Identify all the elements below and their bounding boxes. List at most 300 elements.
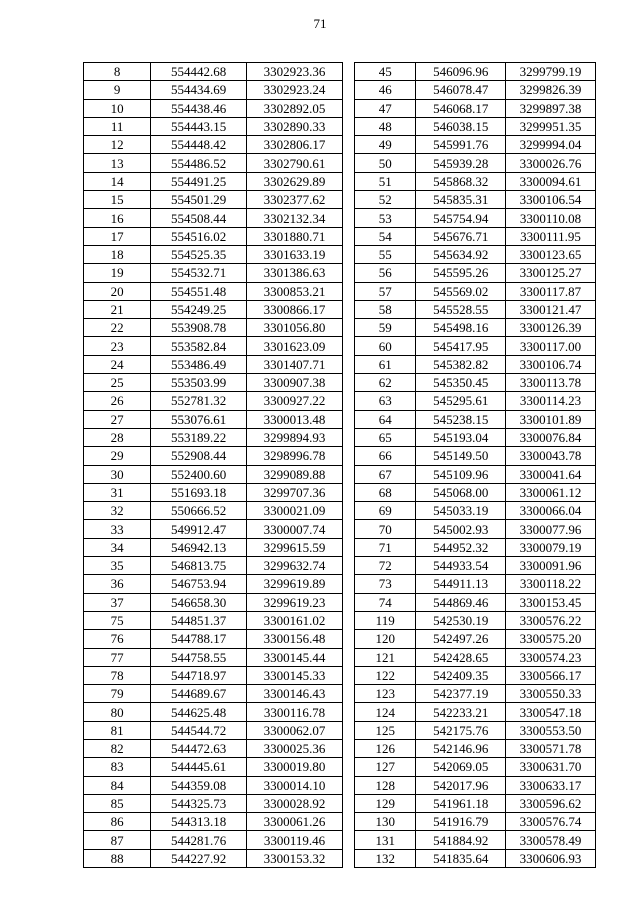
x-coordinate-cell: 544851.37 [151,611,247,629]
y-coordinate-cell: 3300021.09 [247,502,343,520]
x-coordinate-cell: 553076.61 [151,410,247,428]
table-row [84,392,343,410]
point-number-cell: 49 [355,136,416,154]
x-coordinate-cell: 552908.44 [151,447,247,465]
y-coordinate-cell: 3300121.47 [506,300,596,318]
table-row [355,117,596,135]
table-row [355,557,596,575]
point-number-cell: 63 [355,392,416,410]
table-row [84,264,343,282]
point-number-cell: 62 [355,374,416,392]
point-number-cell: 120 [355,630,416,648]
table-row [355,813,596,831]
x-coordinate-cell: 542530.19 [416,611,506,629]
y-coordinate-cell: 3300126.39 [506,319,596,337]
y-coordinate-cell: 3298996.78 [247,447,343,465]
y-coordinate-cell: 3300118.22 [506,575,596,593]
table-row [84,282,343,300]
table-row [84,630,343,648]
point-number-cell: 52 [355,191,416,209]
point-number-cell: 13 [84,154,151,172]
x-coordinate-cell: 545835.31 [416,191,506,209]
table-row [355,575,596,593]
y-coordinate-cell: 3300025.36 [247,739,343,757]
y-coordinate-cell: 3300061.12 [506,483,596,501]
x-coordinate-cell: 550666.52 [151,502,247,520]
point-number-cell: 72 [355,557,416,575]
table-row [355,685,596,703]
point-number-cell: 130 [355,813,416,831]
point-number-cell: 86 [84,813,151,831]
x-coordinate-cell: 541835.64 [416,849,506,867]
y-coordinate-cell: 3302923.24 [247,81,343,99]
x-coordinate-cell: 542146.96 [416,739,506,757]
point-number-cell: 25 [84,374,151,392]
y-coordinate-cell: 3301407.71 [247,355,343,373]
point-number-cell: 12 [84,136,151,154]
y-coordinate-cell: 3301633.19 [247,245,343,263]
x-coordinate-cell: 546942.13 [151,538,247,556]
table-row [355,538,596,556]
table-row [84,666,343,684]
table-row [355,666,596,684]
point-number-cell: 131 [355,831,416,849]
y-coordinate-cell: 3300156.48 [247,630,343,648]
point-number-cell: 84 [84,776,151,794]
x-coordinate-cell: 544625.48 [151,703,247,721]
y-coordinate-cell: 3300576.22 [506,611,596,629]
point-number-cell: 19 [84,264,151,282]
y-coordinate-cell: 3300153.32 [247,849,343,867]
x-coordinate-cell: 545939.28 [416,154,506,172]
x-coordinate-cell: 545149.50 [416,447,506,465]
x-coordinate-cell: 545528.55 [416,300,506,318]
y-coordinate-cell: 3300606.93 [506,849,596,867]
x-coordinate-cell: 541961.18 [416,794,506,812]
point-number-cell: 79 [84,685,151,703]
x-coordinate-cell: 544359.08 [151,776,247,794]
y-coordinate-cell: 3300114.23 [506,392,596,410]
point-number-cell: 33 [84,520,151,538]
y-coordinate-cell: 3300116.78 [247,703,343,721]
y-coordinate-cell: 3300631.70 [506,758,596,776]
point-number-cell: 46 [355,81,416,99]
point-number-cell: 36 [84,575,151,593]
table-row [355,282,596,300]
x-coordinate-cell: 544758.55 [151,648,247,666]
y-coordinate-cell: 3300028.92 [247,794,343,812]
point-number-cell: 76 [84,630,151,648]
table-row [355,849,596,867]
point-number-cell: 128 [355,776,416,794]
x-coordinate-cell: 545634.92 [416,245,506,263]
point-number-cell: 122 [355,666,416,684]
x-coordinate-cell: 545498.16 [416,319,506,337]
x-coordinate-cell: 544445.61 [151,758,247,776]
table-row [355,739,596,757]
x-coordinate-cell: 554249.25 [151,300,247,318]
y-coordinate-cell: 3299897.38 [506,99,596,117]
y-coordinate-cell: 3300566.17 [506,666,596,684]
point-number-cell: 123 [355,685,416,703]
y-coordinate-cell: 3300061.26 [247,813,343,831]
table-row [84,703,343,721]
y-coordinate-cell: 3302377.62 [247,191,343,209]
x-coordinate-cell: 545991.76 [416,136,506,154]
table-row [355,831,596,849]
y-coordinate-cell: 3300633.17 [506,776,596,794]
y-coordinate-cell: 3300550.33 [506,685,596,703]
point-number-cell: 124 [355,703,416,721]
table-row [355,502,596,520]
x-coordinate-cell: 542175.76 [416,721,506,739]
point-number-cell: 16 [84,209,151,227]
y-coordinate-cell: 3301056.80 [247,319,343,337]
x-coordinate-cell: 545569.02 [416,282,506,300]
y-coordinate-cell: 3302629.89 [247,172,343,190]
x-coordinate-cell: 542377.19 [416,685,506,703]
x-coordinate-cell: 545109.96 [416,465,506,483]
x-coordinate-cell: 545193.04 [416,428,506,446]
y-coordinate-cell: 3299619.23 [247,593,343,611]
y-coordinate-cell: 3300927.22 [247,392,343,410]
x-coordinate-cell: 553503.99 [151,374,247,392]
y-coordinate-cell: 3302132.34 [247,209,343,227]
x-coordinate-cell: 546658.30 [151,593,247,611]
x-coordinate-cell: 554491.25 [151,172,247,190]
table-row [84,557,343,575]
x-coordinate-cell: 546038.15 [416,117,506,135]
y-coordinate-cell: 3299894.93 [247,428,343,446]
table-row [355,191,596,209]
x-coordinate-cell: 544933.54 [416,557,506,575]
table-row [84,685,343,703]
point-number-cell: 85 [84,794,151,812]
y-coordinate-cell: 3300013.48 [247,410,343,428]
point-number-cell: 45 [355,63,416,81]
y-coordinate-cell: 3301623.09 [247,337,343,355]
x-coordinate-cell: 545382.82 [416,355,506,373]
table-row [355,319,596,337]
y-coordinate-cell: 3300578.49 [506,831,596,849]
x-coordinate-cell: 545417.95 [416,337,506,355]
x-coordinate-cell: 541884.92 [416,831,506,849]
x-coordinate-cell: 545238.15 [416,410,506,428]
point-number-cell: 82 [84,739,151,757]
point-number-cell: 64 [355,410,416,428]
point-number-cell: 71 [355,538,416,556]
table-row [84,648,343,666]
point-number-cell: 9 [84,81,151,99]
y-coordinate-cell: 3299615.59 [247,538,343,556]
x-coordinate-cell: 544911.13 [416,575,506,593]
table-row [84,337,343,355]
point-number-cell: 75 [84,611,151,629]
y-coordinate-cell: 3302923.36 [247,63,343,81]
y-coordinate-cell: 3300111.95 [506,227,596,245]
table-row [84,721,343,739]
point-number-cell: 69 [355,502,416,520]
x-coordinate-cell: 542409.35 [416,666,506,684]
table-row [84,428,343,446]
table-row [355,410,596,428]
table-row [84,209,343,227]
point-number-cell: 28 [84,428,151,446]
table-row [84,136,343,154]
y-coordinate-cell: 3300117.87 [506,282,596,300]
y-coordinate-cell: 3300574.23 [506,648,596,666]
table-row [355,703,596,721]
table-row [355,374,596,392]
y-coordinate-cell: 3300146.43 [247,685,343,703]
table-row [355,209,596,227]
point-number-cell: 119 [355,611,416,629]
x-coordinate-cell: 546078.47 [416,81,506,99]
x-coordinate-cell: 544788.17 [151,630,247,648]
point-number-cell: 26 [84,392,151,410]
point-number-cell: 59 [355,319,416,337]
y-coordinate-cell: 3300576.74 [506,813,596,831]
x-coordinate-cell: 554551.48 [151,282,247,300]
y-coordinate-cell: 3300125.27 [506,264,596,282]
y-coordinate-cell: 3300014.10 [247,776,343,794]
y-coordinate-cell: 3299707.36 [247,483,343,501]
y-coordinate-cell: 3300007.74 [247,520,343,538]
table-row [355,758,596,776]
table-row [84,575,343,593]
x-coordinate-cell: 544472.63 [151,739,247,757]
x-coordinate-cell: 546096.96 [416,63,506,81]
table-row [84,776,343,794]
y-coordinate-cell: 3299619.89 [247,575,343,593]
x-coordinate-cell: 545595.26 [416,264,506,282]
table-row [355,648,596,666]
point-number-cell: 56 [355,264,416,282]
point-number-cell: 37 [84,593,151,611]
x-coordinate-cell: 545350.45 [416,374,506,392]
table-row [355,483,596,501]
x-coordinate-cell: 545754.94 [416,209,506,227]
x-coordinate-cell: 546813.75 [151,557,247,575]
y-coordinate-cell: 3300077.96 [506,520,596,538]
y-coordinate-cell: 3301386.63 [247,264,343,282]
y-coordinate-cell: 3299994.04 [506,136,596,154]
y-coordinate-cell: 3299826.39 [506,81,596,99]
point-number-cell: 83 [84,758,151,776]
table-row [84,117,343,135]
point-number-cell: 121 [355,648,416,666]
point-number-cell: 11 [84,117,151,135]
table-row [84,319,343,337]
table-row [84,374,343,392]
table-row [84,172,343,190]
point-number-cell: 70 [355,520,416,538]
table-row [84,191,343,209]
x-coordinate-cell: 544325.73 [151,794,247,812]
y-coordinate-cell: 3300066.04 [506,502,596,520]
y-coordinate-cell: 3302890.33 [247,117,343,135]
table-row [84,465,343,483]
point-number-cell: 61 [355,355,416,373]
table-row [355,392,596,410]
y-coordinate-cell: 3300866.17 [247,300,343,318]
point-number-cell: 80 [84,703,151,721]
table-row [84,483,343,501]
table-row [84,154,343,172]
y-coordinate-cell: 3300101.89 [506,410,596,428]
x-coordinate-cell: 553908.78 [151,319,247,337]
x-coordinate-cell: 553189.22 [151,428,247,446]
table-row [355,611,596,629]
table-row [355,630,596,648]
point-number-cell: 129 [355,794,416,812]
table-row [355,99,596,117]
point-number-cell: 48 [355,117,416,135]
x-coordinate-cell: 554486.52 [151,154,247,172]
y-coordinate-cell: 3300145.44 [247,648,343,666]
point-number-cell: 8 [84,63,151,81]
y-coordinate-cell: 3300076.84 [506,428,596,446]
y-coordinate-cell: 3300043.78 [506,447,596,465]
point-number-cell: 29 [84,447,151,465]
table-row [84,520,343,538]
y-coordinate-cell: 3302806.17 [247,136,343,154]
table-row [84,447,343,465]
x-coordinate-cell: 544227.92 [151,849,247,867]
x-coordinate-cell: 544718.97 [151,666,247,684]
point-number-cell: 23 [84,337,151,355]
point-number-cell: 78 [84,666,151,684]
point-number-cell: 10 [84,99,151,117]
y-coordinate-cell: 3301880.71 [247,227,343,245]
table-row [355,136,596,154]
x-coordinate-cell: 554532.71 [151,264,247,282]
table-row [84,227,343,245]
y-coordinate-cell: 3299089.88 [247,465,343,483]
point-number-cell: 21 [84,300,151,318]
x-coordinate-cell: 552781.32 [151,392,247,410]
y-coordinate-cell: 3300153.45 [506,593,596,611]
point-number-cell: 35 [84,557,151,575]
table-row [84,410,343,428]
table-row [355,154,596,172]
table-row [84,813,343,831]
table-row [84,355,343,373]
table-row [84,81,343,99]
table-row [355,300,596,318]
x-coordinate-cell: 554508.44 [151,209,247,227]
y-coordinate-cell: 3300062.07 [247,721,343,739]
x-coordinate-cell: 544952.32 [416,538,506,556]
point-number-cell: 127 [355,758,416,776]
x-coordinate-cell: 554448.42 [151,136,247,154]
x-coordinate-cell: 554443.15 [151,117,247,135]
x-coordinate-cell: 542069.05 [416,758,506,776]
x-coordinate-cell: 551693.18 [151,483,247,501]
coordinates-table-left [83,62,343,868]
table-row [84,538,343,556]
point-number-cell: 30 [84,465,151,483]
x-coordinate-cell: 554501.29 [151,191,247,209]
point-number-cell: 32 [84,502,151,520]
x-coordinate-cell: 542497.26 [416,630,506,648]
point-number-cell: 34 [84,538,151,556]
table-row [355,794,596,812]
point-number-cell: 51 [355,172,416,190]
x-coordinate-cell: 554516.02 [151,227,247,245]
point-number-cell: 68 [355,483,416,501]
x-coordinate-cell: 554434.69 [151,81,247,99]
y-coordinate-cell: 3300026.76 [506,154,596,172]
table-row [355,227,596,245]
x-coordinate-cell: 545676.71 [416,227,506,245]
table-row [84,831,343,849]
y-coordinate-cell: 3300571.78 [506,739,596,757]
y-coordinate-cell: 3302892.05 [247,99,343,117]
point-number-cell: 17 [84,227,151,245]
y-coordinate-cell: 3300553.50 [506,721,596,739]
x-coordinate-cell: 545868.32 [416,172,506,190]
x-coordinate-cell: 544544.72 [151,721,247,739]
table-row [84,99,343,117]
point-number-cell: 126 [355,739,416,757]
point-number-cell: 132 [355,849,416,867]
x-coordinate-cell: 544313.18 [151,813,247,831]
y-coordinate-cell: 3300145.33 [247,666,343,684]
y-coordinate-cell: 3302790.61 [247,154,343,172]
x-coordinate-cell: 549912.47 [151,520,247,538]
x-coordinate-cell: 542428.65 [416,648,506,666]
point-number-cell: 27 [84,410,151,428]
y-coordinate-cell: 3300019.80 [247,758,343,776]
x-coordinate-cell: 554438.46 [151,99,247,117]
x-coordinate-cell: 546068.17 [416,99,506,117]
y-coordinate-cell: 3300091.96 [506,557,596,575]
point-number-cell: 77 [84,648,151,666]
table-row [84,849,343,867]
x-coordinate-cell: 554442.68 [151,63,247,81]
table-row [355,465,596,483]
table-row [355,337,596,355]
point-number-cell: 55 [355,245,416,263]
point-number-cell: 125 [355,721,416,739]
y-coordinate-cell: 3300094.61 [506,172,596,190]
y-coordinate-cell: 3300907.38 [247,374,343,392]
y-coordinate-cell: 3300117.00 [506,337,596,355]
x-coordinate-cell: 545295.61 [416,392,506,410]
y-coordinate-cell: 3300113.78 [506,374,596,392]
x-coordinate-cell: 542017.96 [416,776,506,794]
x-coordinate-cell: 554525.35 [151,245,247,263]
x-coordinate-cell: 544689.67 [151,685,247,703]
table-row [355,355,596,373]
x-coordinate-cell: 553582.84 [151,337,247,355]
y-coordinate-cell: 3300106.54 [506,191,596,209]
table-row [84,593,343,611]
table-row [84,794,343,812]
point-number-cell: 57 [355,282,416,300]
table-row [355,428,596,446]
x-coordinate-cell: 546753.94 [151,575,247,593]
point-number-cell: 74 [355,593,416,611]
point-number-cell: 81 [84,721,151,739]
x-coordinate-cell: 545002.93 [416,520,506,538]
table-row [355,447,596,465]
y-coordinate-cell: 3300575.20 [506,630,596,648]
table-row [355,81,596,99]
point-number-cell: 60 [355,337,416,355]
point-number-cell: 87 [84,831,151,849]
